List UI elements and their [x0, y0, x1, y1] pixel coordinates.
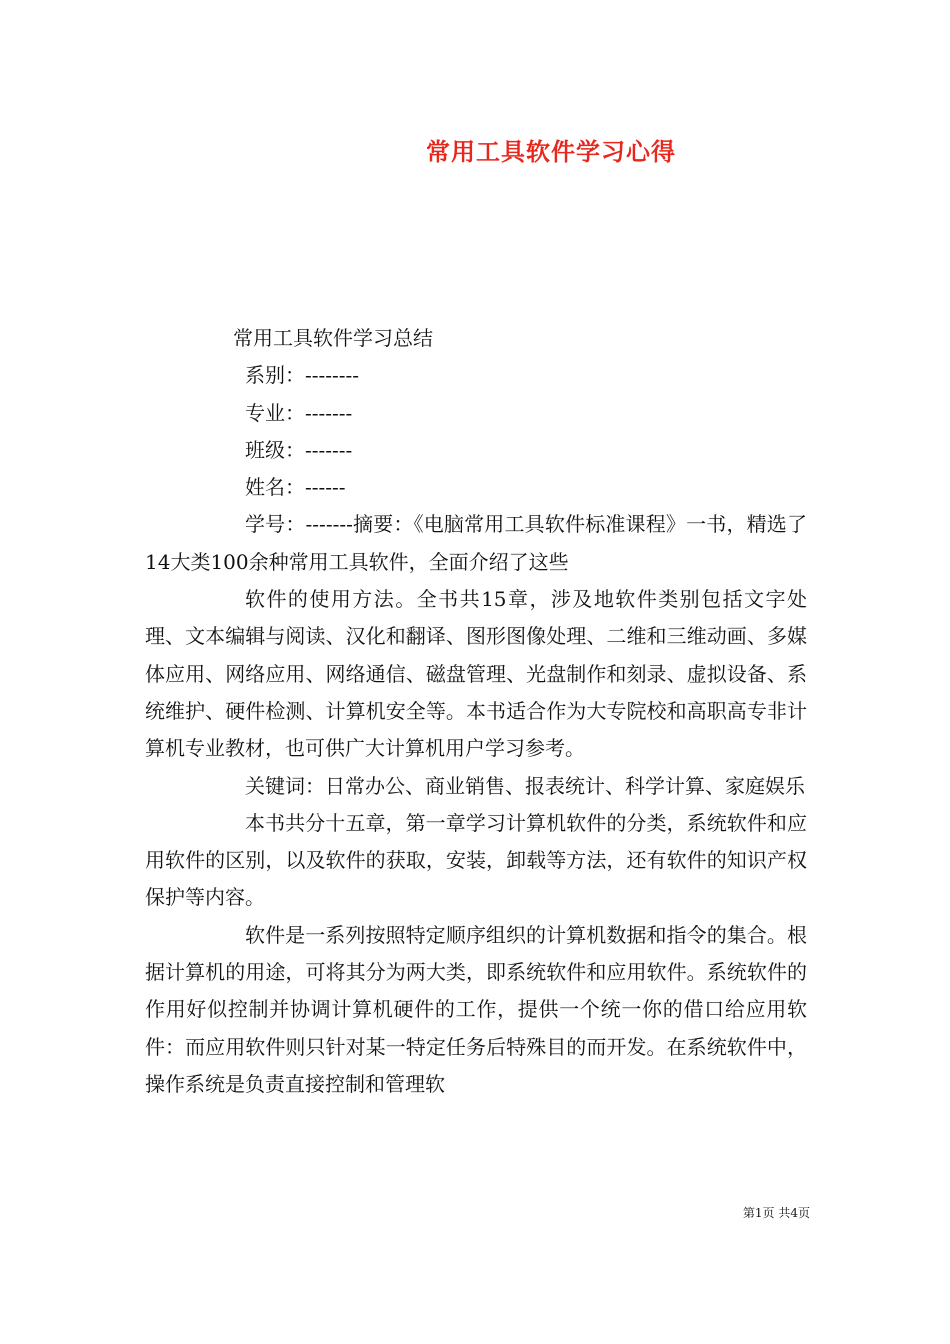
paragraph-abstract: 学号：-------摘要：《电脑常用工具软件标准课程》一书，精选了14大类100余种常用工具软件，全面介绍了这些: [145, 512, 807, 574]
paragraph-keywords: 关键词：日常办公、商业销售、报表统计、科学计算、家庭娱乐: [245, 773, 805, 798]
document-title: [0, 132, 950, 167]
document-subtitle: 常用工具软件学习总结: [233, 326, 433, 350]
document-body: [145, 320, 807, 1103]
document-title-text: 常用工具软件学习心得: [426, 137, 676, 166]
paragraph-usage: 软件的使用方法。全书共15章，涉及地软件类别包括文字处理、文本编辑与阅读、汉化和翻译、图形图像处理、二维和三维动画、多媒体应用、网络应用、网络通信、磁盘管理、光盘制作和刻录、虚拟设备、系统维护、硬件检测、计算机安全等。本书适合作为大专院校和高职高专非计算机专业教材，也可供广大计算机用户学习参考。: [145, 587, 807, 761]
field-class: 班级：-------: [245, 437, 353, 462]
field-major: 专业：-------: [245, 400, 353, 425]
field-name: 姓名：------: [245, 475, 346, 500]
paragraph-software-definition: 软件是一系列按照特定顺序组织的计算机数据和指令的集合。根据计算机的用途，可将其分为两大类，即系统软件和应用软件。系统软件的作用好似控制并协调计算机硬件的工作，提供一个统一你的借口给应用软件：而应用软件则只针对某一特定任务后特殊目的而开发。在系统软件中，操作系统是负责直接控制和管理软: [145, 922, 807, 1096]
page-number: 第1页 共4页: [742, 1206, 810, 1220]
paragraph-chapters: 本书共分十五章，第一章学习计算机软件的分类，系统软件和应用软件的区别，以及软件的获取，安装，卸载等方法，还有软件的知识产权保护等内容。: [145, 810, 807, 910]
field-department: 系别：--------: [245, 363, 360, 388]
